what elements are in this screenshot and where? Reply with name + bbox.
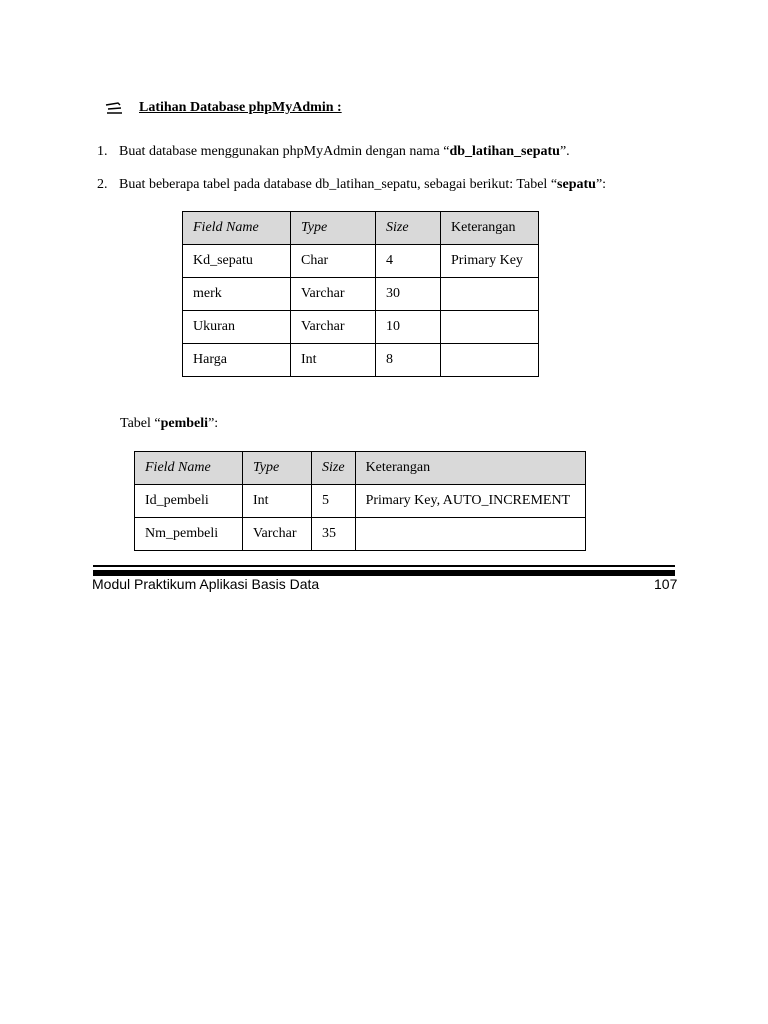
cell: 5: [312, 485, 356, 518]
cell: merk: [183, 278, 291, 311]
cell: [355, 518, 585, 551]
cell: Char: [291, 245, 376, 278]
cell: Int: [243, 485, 312, 518]
table-caption: [120, 416, 218, 432]
item-text: Buat database menggunakan phpMyAdmin dengan nama “: [119, 144, 450, 159]
item-text-end: ”.: [559, 144, 570, 159]
header-keterangan: Keterangan: [355, 452, 585, 485]
section-heading: [105, 100, 342, 116]
item-number: 2.: [97, 177, 108, 192]
item-number: 1.: [97, 144, 108, 159]
table-row: [183, 245, 539, 278]
header-size: Size: [376, 212, 441, 245]
cell: Primary Key: [441, 245, 539, 278]
cell: Varchar: [291, 311, 376, 344]
header-size: Size: [312, 452, 356, 485]
footer-page-number: 107: [654, 576, 678, 592]
table-pembeli: [134, 451, 586, 551]
table-row: [135, 518, 586, 551]
table-row: [183, 278, 539, 311]
cell: Ukuran: [183, 311, 291, 344]
cell: 30: [376, 278, 441, 311]
cell: [441, 344, 539, 377]
list-item: [97, 144, 570, 160]
cell: 8: [376, 344, 441, 377]
table-sepatu: [182, 211, 539, 377]
table-header-row: [135, 452, 586, 485]
cell: 4: [376, 245, 441, 278]
header-field-name: Field Name: [183, 212, 291, 245]
section-title: Latihan Database phpMyAdmin :: [139, 100, 342, 115]
item-bold: sepatu: [557, 177, 596, 192]
cell: [441, 311, 539, 344]
cell: Nm_pembeli: [135, 518, 243, 551]
cell: Id_pembeli: [135, 485, 243, 518]
writing-hand-icon: [105, 101, 123, 115]
cell: [441, 278, 539, 311]
cell: 10: [376, 311, 441, 344]
list-item: [97, 177, 606, 193]
footer-rule-thin: [93, 565, 675, 567]
item-text: Buat beberapa tabel pada database db_latihan_sepatu, sebagai berikut: Tabel “: [119, 177, 558, 192]
table-row: [183, 311, 539, 344]
header-field-name: Field Name: [135, 452, 243, 485]
footer-module-name: Modul Praktikum Aplikasi Basis Data: [92, 576, 320, 592]
cell: Int: [291, 344, 376, 377]
cell: 35: [312, 518, 356, 551]
caption-text-end: ”:: [208, 416, 219, 431]
table-row: [135, 485, 586, 518]
cell: Varchar: [243, 518, 312, 551]
cell: Primary Key, AUTO_INCREMENT: [355, 485, 585, 518]
header-type: Type: [243, 452, 312, 485]
item-bold: db_latihan_sepatu: [449, 144, 560, 159]
table-row: [183, 344, 539, 377]
table-header-row: [183, 212, 539, 245]
caption-text: Tabel “: [120, 416, 161, 431]
caption-bold: pembeli: [160, 416, 209, 431]
item-text-end: ”:: [595, 177, 607, 192]
cell: Harga: [183, 344, 291, 377]
cell: Varchar: [291, 278, 376, 311]
cell: Kd_sepatu: [183, 245, 291, 278]
header-type: Type: [291, 212, 376, 245]
header-keterangan: Keterangan: [441, 212, 539, 245]
